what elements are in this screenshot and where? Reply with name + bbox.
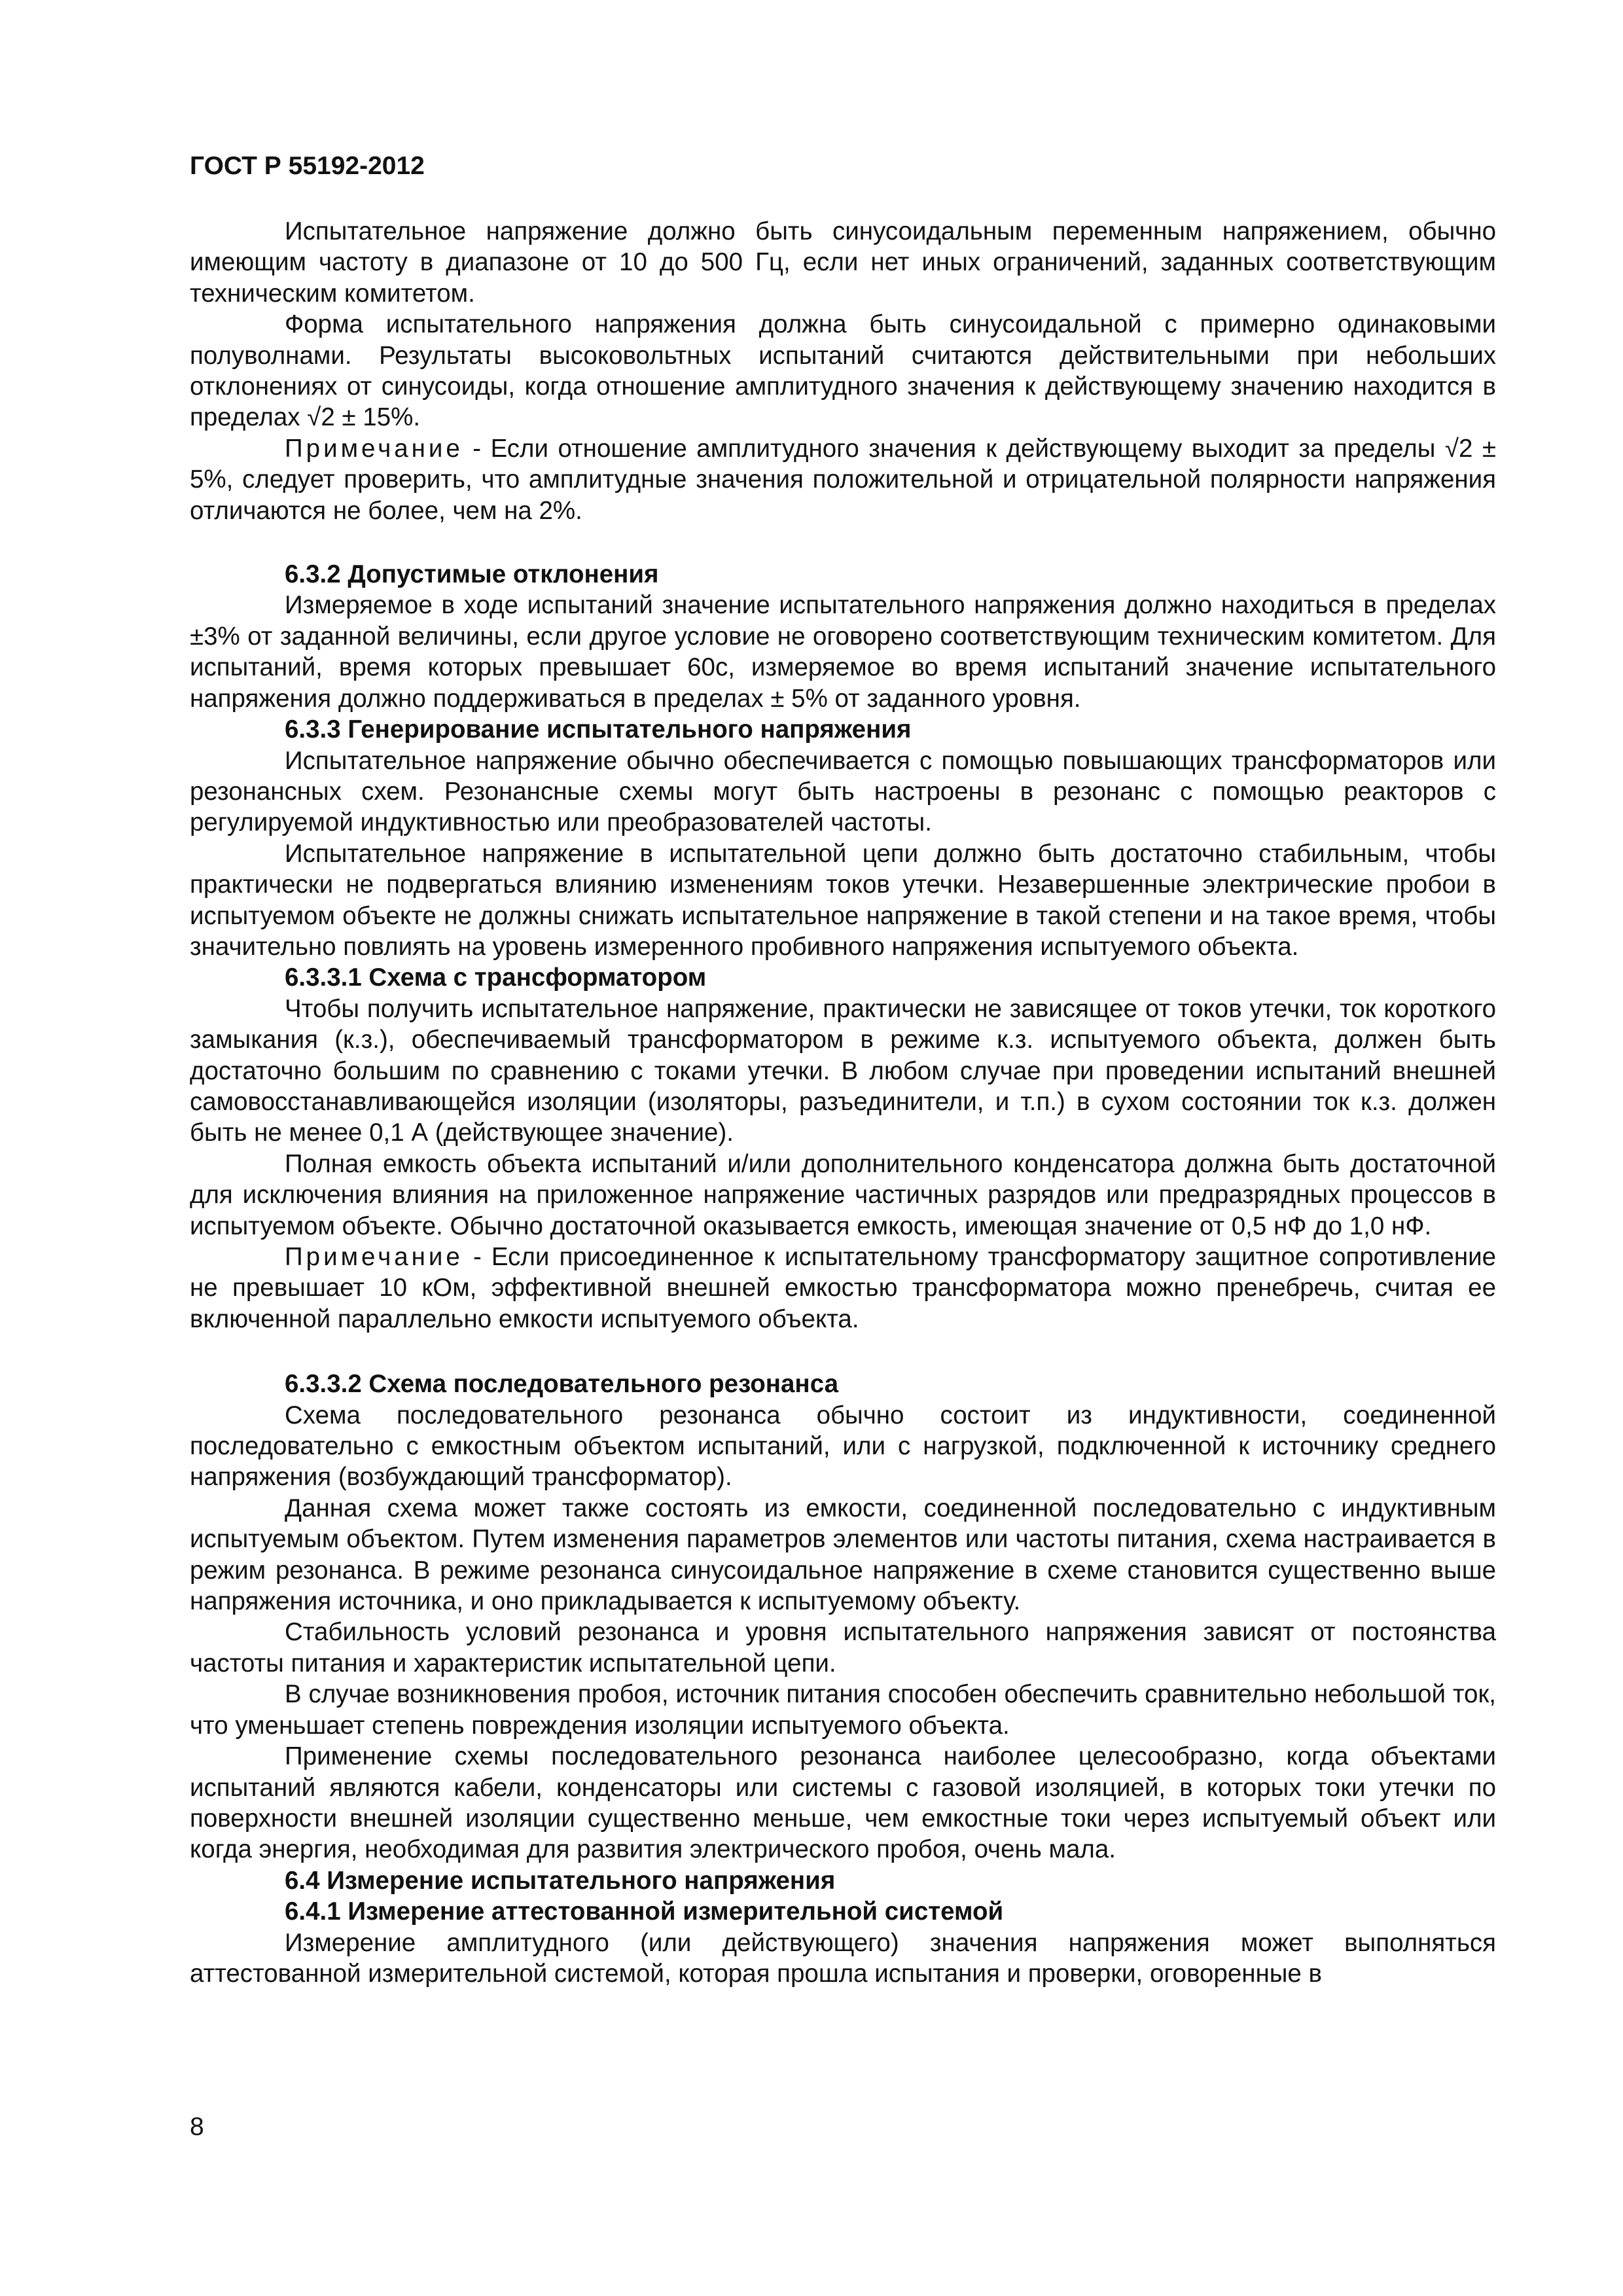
section-heading: 6.3.3 Генерирование испытательного напряжения (285, 715, 912, 744)
note-paragraph (190, 433, 1496, 526)
section-heading: 6.3.3.2 Схема последовательного резонанса (285, 1370, 838, 1399)
section-heading: 6.4.1 Измерение аттестованной измерительной системой (285, 1897, 1004, 1926)
paragraph: Испытательное напряжение должно быть синусоидальным переменным напряжением, обычно имеющим частоту в диапазоне от 10 до 500 Гц, если нет иных ограничений, заданных соответствующим техническим комитетом. (190, 217, 1496, 308)
paragraph: Чтобы получить испытательное напряжение, практически не зависящее от токов утечки, ток короткого замыкания (к.з.), обеспечиваемый трансформатором в режиме к.з. испытуемого объекта, должен быть достаточно большим по сравнению с токами утечки. В любом случае при проведении испытаний внешней самовосстанавливающейся изоляции (изоляторы, разъединители, и т.п.) в сухом состоянии ток к.з. должен быть не менее 0,1 А (действующее значение). (190, 994, 1496, 1147)
paragraph: Полная емкость объекта испытаний и/или дополнительного конденсатора должна быть достаточной для исключения влияния на приложенное напряжение частичных разрядов или предразрядных процессов в испытуемом объекте. Обычно достаточной оказывается емкость, имеющая значение от 0,5 нФ до 1,0 нФ. (190, 1149, 1496, 1240)
section-heading: 6.3.3.1 Схема с трансформатором (285, 963, 707, 992)
page-number: 8 (190, 2113, 204, 2141)
paragraph: Испытательное напряжение обычно обеспечивается с помощью повышающих трансформаторов или резонансных схем. Резонансные схемы могут быть настроены в резонанс с помощью реакторов с регулируемой индуктивностью или преобразователей частоты. (190, 746, 1496, 837)
paragraph: Стабильность условий резонанса и уровня испытательного напряжения зависят от постоянства частоты питания и характеристик испытательной цепи. (190, 1618, 1496, 1677)
note-paragraph (190, 1242, 1496, 1335)
spacer (190, 1335, 1496, 1369)
paragraph: Испытательное напряжение в испытательной цепи должно быть достаточно стабильным, чтобы практически не подвергаться влиянию изменениям токов утечки. Незавершенные электрические пробои в испытуемом объекте не должны снижать испытательное напряжение в такой степени и на такое время, чтобы значительно повлиять на уровень измеренного пробивного напряжения испытуемого объекта. (190, 839, 1496, 961)
paragraph: Форма испытательного напряжения должна быть синусоидальной с примерно одинаковыми полуволнами. Результаты высоковольтных испытаний считаются действительными при небольших отклонениях от синусоиды, когда отношение амплитудного значения к действующему значению находится в пределах √2 ± 15%. (190, 310, 1496, 432)
paragraph: Применение схемы последовательного резонанса наиболее целесообразно, когда объектами испытаний являются кабели, конденсаторы или системы с газовой изоляцией, в которых токи утечки по поверхности внешней изоляции существенно меньше, чем емкостные токи через испытуемый объект или когда энергия, необходимая для развития электрического пробоя, очень мала. (190, 1742, 1496, 1864)
section-heading: 6.4 Измерение испытательного напряжения (285, 1866, 836, 1895)
paragraph: Схема последовательного резонанса обычно состоит из индуктивности, соединенной последовательно с емкостным объектом испытаний, или с нагрузкой, подключенной к источнику среднего напряжения (возбуждающий трансформатор). (190, 1401, 1496, 1492)
note-label: Примечание (285, 434, 463, 463)
document-body (190, 216, 1496, 1989)
paragraph: В случае возникновения пробоя, источник питания способен обеспечить сравнительно небольшой ток, что уменьшает степень повреждения изоляции испытуемого объекта. (190, 1680, 1496, 1740)
note-label: Примечание (285, 1243, 463, 1271)
spacer (190, 526, 1496, 559)
note-text: - Если отношение амплитудного значения к действующему выходит за пределы √2 ± 5%, следует проверить, что амплитудные значения положительной и отрицательной полярности напряжения отличаются не более, чем на 2%. (190, 434, 1496, 525)
paragraph: Данная схема может также состоять из емкости, соединенной последовательно с индуктивным испытуемым объектом. Путем изменения параметров элементов или частоты питания, схема настраивается в режим резонанса. В режиме резонанса синусоидальное напряжение в схеме становится существенно выше напряжения источника, и оно прикладывается к испытуемому объекту. (190, 1494, 1496, 1616)
note-text: - Если присоединенное к испытательному трансформатору защитное сопротивление не превышает 10 кОм, эффективной внешней емкостью трансформатора можно пренебречь, считая ее включенной параллельно емкости испытуемого объекта. (190, 1243, 1496, 1333)
document-page (190, 0, 1496, 2296)
paragraph: Измеряемое в ходе испытаний значение испытательного напряжения должно находиться в пределах ±3% от заданной величины, если другое условие не оговорено соответствующим техническим комитетом. Для испытаний, время которых превышает 60с, измеряемое во время испытаний значение испытательного напряжения должно поддерживаться в пределах ± 5% от заданного уровня. (190, 591, 1496, 713)
paragraph: Измерение амплитудного (или действующего) значения напряжения может выполняться аттестованной измерительной системой, которая прошла испытания и проверки, оговоренные в (190, 1928, 1496, 1988)
section-heading: 6.3.2 Допустимые отклонения (285, 560, 659, 589)
document-header: ГОСТ Р 55192-2012 (190, 152, 425, 180)
